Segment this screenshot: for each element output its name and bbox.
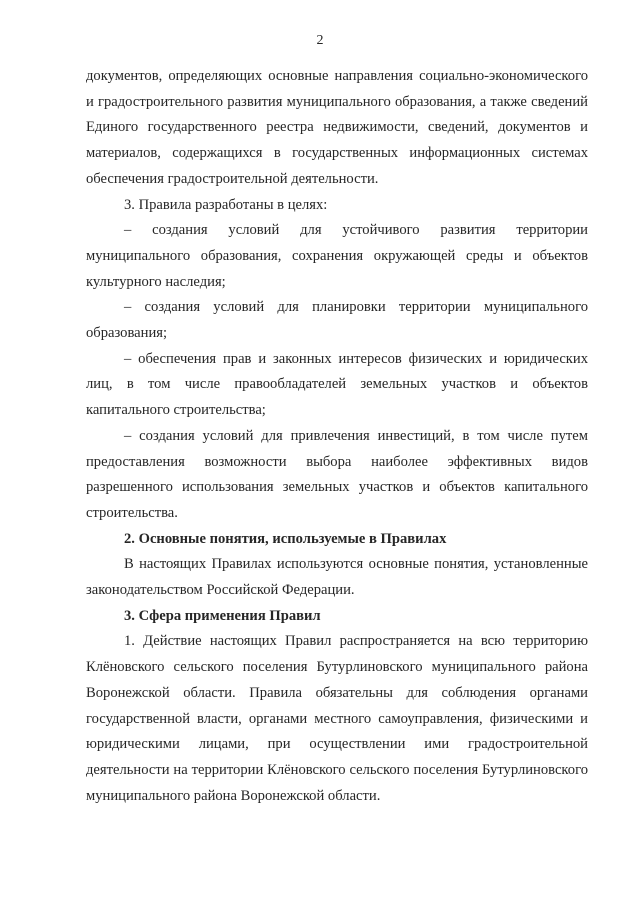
paragraph-continuation: документов, определяющих основные направления социально-экономического и градостроительного развития муниципального образования, а также сведений Единого государственного реестра недвижимости, сведений, документов и материалов, содержащихся в государственных информационных системах обеспечения градостроительной деятельности. <box>86 68 588 187</box>
section-2-text: В настоящих Правилах используются основные понятия, установленные законодательством Российской Федерации. <box>86 556 588 599</box>
document-body <box>86 64 588 809</box>
paragraph-goal-3: – обеспечения прав и законных интересов физических и юридических лиц, в том числе правообладателей земельных участков и объектов капитального строительства; <box>86 350 588 419</box>
section-3-text: 1. Действие настоящих Правил распространяется на всю территорию Клёновского сельского поселения Бутурлиновского муниципального района Воронежской области. Правила обязательны для соблюдения органами государственной власти, органами местного самоуправления, физическими и юридическими лицами, при осуществлении ими градостроительной деятельности на территории Клёновского сельского поселения Бутурлиновского муниципального района Воронежской области. <box>86 633 588 804</box>
page-number: 2 <box>316 33 324 48</box>
paragraph-item-3: 3. Правила разработаны в целях: <box>124 196 328 213</box>
paragraph-goal-2: – создания условий для планировки территории муниципального образования; <box>86 299 588 342</box>
paragraph-goal-1: – создания условий для устойчивого развития территории муниципального образования, сохранения окружающей среды и объектов культурного наследия; <box>86 222 588 290</box>
section-3-heading: 3. Сфера применения Правил <box>124 607 321 624</box>
paragraph-goal-4: – создания условий для привлечения инвестиций, в том числе путем предоставления возможности выбора наиболее эффективных видов разрешенного использования земельных участков и объектов капитального строительства. <box>86 427 588 521</box>
section-2-heading: 2. Основные понятия, используемые в Правилах <box>124 530 447 547</box>
